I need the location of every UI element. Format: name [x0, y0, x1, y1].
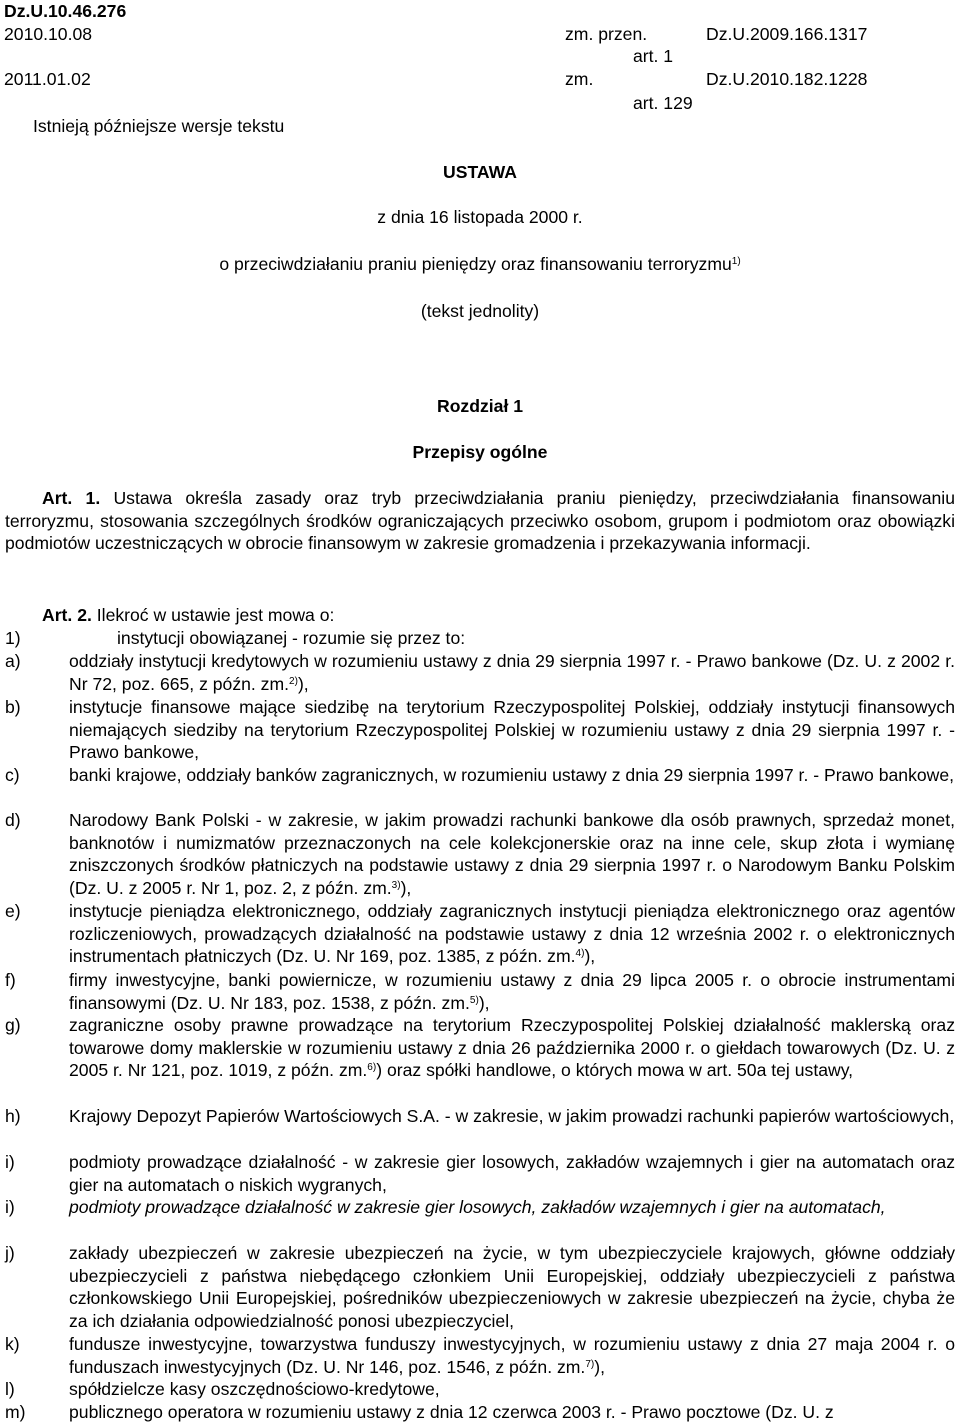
- footnote-ref[interactable]: 4): [575, 948, 585, 960]
- point-1-label: 1): [5, 628, 21, 648]
- history-change-type: zm.: [565, 69, 594, 89]
- list-item-label: i): [5, 1197, 15, 1217]
- list-item-label: m): [5, 1402, 26, 1422]
- act-title: USTAWA: [443, 162, 517, 182]
- list-item: [5, 650, 955, 695]
- list-item-text: zakłady ubezpieczeń w zakresie ubezpieczeń na życie, w tym ubezpieczyciele krajowych, główne oddziały ubezpieczycieli z państwa niebędącego członkiem Unii Europejskiej, oddziały ubezpieczycieli z państwa członkowskiego Unii Europejskiej, pośredników ubezpieczeniowych w zakresie ubezpieczeń na życie, chyba że za ich działania odpowiedzialność ponosi ubezpieczyciel,: [69, 1243, 955, 1331]
- list-item-label: j): [5, 1243, 15, 1263]
- list-item-label: l): [5, 1379, 15, 1399]
- list-item-text: zagraniczne osoby prawne prowadzące na terytorium Rzeczypospolitej Polskiej działalność maklerską oraz towarowe domy maklerskie w rozumieniu ustawy z dnia 26 października 2000 r. o giełdach towarowych (Dz. U. z 2005 r. Nr 121, poz. 1019, z późn. zm.: [69, 1015, 955, 1081]
- article-2-intro: Ilekroć w ustawie jest mowa o:: [96, 605, 335, 625]
- list-item: [5, 1105, 955, 1128]
- chapter-number: Rozdział 1: [436, 396, 524, 416]
- list-item-text: instytucje finansowe mające siedzibę na terytorium Rzeczypospolitej Polskiej, oddziały instytucji finansowych niemających siedziby na terytorium Rzeczypospolitej Polskiej w rozumieniu ustawy z dnia 29 sierpnia 1997 r. - Prawo bankowe,: [69, 697, 955, 763]
- list-item-label: b): [5, 697, 21, 717]
- list-item-text: oddziały instytucji kredytowych w rozumieniu ustawy z dnia 29 sierpnia 1997 r. - Prawo bankowe (Dz. U. z 2002 r. Nr 72, poz. 665, z późn. zm.: [69, 651, 955, 694]
- list-item-tail: ),: [478, 992, 490, 1013]
- list-item-label: h): [5, 1106, 21, 1126]
- list-item: [5, 1401, 955, 1424]
- footnote-ref[interactable]: 5): [469, 994, 479, 1006]
- history-date: 2010.10.08: [4, 24, 93, 44]
- list-item-text: podmioty prowadzące działalność w zakresie gier losowych, zakładów wzajemnych i gier na automatach,: [69, 1197, 886, 1217]
- list-item-text: banki krajowe, oddziały banków zagranicznych, w rozumieniu ustawy z dnia 29 sierpnia 1997 r. - Prawo bankowe,: [69, 765, 955, 785]
- footnote-ref[interactable]: 1): [731, 256, 741, 267]
- list-item-label: d): [5, 810, 21, 830]
- list-item-text: Krajowy Depozyt Papierów Wartościowych S.A. - w zakresie, w jakim prowadzi rachunki papierów wartościowych,: [69, 1106, 955, 1126]
- footnote-ref[interactable]: 7): [585, 1358, 595, 1370]
- list-item: [5, 1378, 955, 1401]
- consolidated-note: (tekst jednolity): [420, 301, 540, 321]
- later-versions-link[interactable]: Istnieją późniejsze wersje tekstu: [33, 116, 285, 136]
- history-article: art. 1: [633, 46, 674, 66]
- article-1-label: Art. 1.: [42, 488, 101, 508]
- list-item-label: e): [5, 901, 21, 921]
- list-item-text: podmioty prowadzące działalność - w zakresie gier losowych, zakładów wzajemnych i gier na automatach oraz gier na automatach o niskich wygranych,: [69, 1152, 955, 1195]
- footnote-ref[interactable]: 6): [367, 1062, 377, 1074]
- list-item: [5, 764, 955, 787]
- list-item-label: k): [5, 1334, 20, 1354]
- article-2-label: Art. 2.: [42, 605, 92, 625]
- list-item-tail: ),: [584, 946, 596, 967]
- history-article: art. 129: [633, 93, 693, 113]
- chapter-name: Przepisy ogólne: [412, 442, 548, 462]
- list-item-tail: ),: [400, 877, 412, 898]
- list-item: [5, 809, 955, 899]
- act-date: z dnia 16 listopada 2000 r.: [377, 207, 583, 227]
- history-date: 2011.01.02: [4, 69, 91, 89]
- document-id: Dz.U.10.46.276: [4, 1, 127, 21]
- list-item: [5, 1333, 955, 1378]
- footnote-ref[interactable]: 3): [391, 879, 401, 891]
- article-2-heading: [42, 604, 334, 627]
- list-item: [5, 1014, 955, 1082]
- list-item: [5, 1196, 955, 1219]
- list-item-label: g): [5, 1015, 21, 1035]
- list-item-label: f): [5, 970, 16, 990]
- history-reference-link[interactable]: Dz.U.2009.166.1317: [706, 24, 868, 44]
- list-item: [5, 900, 955, 968]
- list-item: [5, 1242, 955, 1332]
- act-subject: [0, 253, 960, 276]
- history-reference-link[interactable]: Dz.U.2010.182.1228: [706, 69, 868, 89]
- list-item-label: i): [5, 1152, 15, 1172]
- act-subject-text: o przeciwdziałaniu praniu pieniędzy oraz finansowaniu terroryzmu: [219, 254, 732, 274]
- list-item-text: firmy inwestycyjne, banki powiernicze, w rozumieniu ustawy z dnia 29 lipca 2005 r. o obrocie instrumentami finansowymi (Dz. U. Nr 183, poz. 1538, z późn. zm.: [69, 970, 955, 1013]
- list-item-text: instytucje pieniądza elektronicznego, oddziały zagranicznych instytucji pieniądza elektronicznego oraz agentów rozliczeniowych, prowadzących działalność na podstawie ustawy z dnia 12 września 2002 r. o elektronicznych instrumentach płatniczych (Dz. U. Nr 169, poz. 1385, z późn. zm.: [69, 901, 955, 967]
- history-change-type: zm. przen.: [565, 24, 648, 44]
- point-1-text: instytucji obowiązanej - rozumie się przez to:: [117, 628, 466, 648]
- list-item-tail: ),: [297, 673, 309, 694]
- list-item: [5, 1151, 955, 1196]
- article-1: [5, 487, 955, 555]
- article-1-text: Ustawa określa zasady oraz tryb przeciwdziałania praniu pieniędzy, przeciwdziałania finansowaniu terroryzmu, stosowania szczególnych środków ograniczających przeciwko osobom, grupom i podmiotom oraz obowiązki podmiotów uczestniczących w obrocie finansowym w zakresie gromadzenia i przekazywania informacji.: [5, 488, 955, 554]
- list-item-text: spółdzielcze kasy oszczędnościowo-kredytowe,: [69, 1379, 440, 1399]
- list-item-label: c): [5, 765, 20, 785]
- list-item-tail: ),: [594, 1356, 605, 1377]
- list-item: [5, 696, 955, 764]
- list-item-label: a): [5, 651, 21, 671]
- list-item: [5, 969, 955, 1014]
- list-item-text: Narodowy Bank Polski - w zakresie, w jakim prowadzi rachunki bankowe dla osób prawnych, sprzedaż monet, banknotów i numizmatów przeznaczonych na cele kolekcjonerskie oraz na inne cele, skup złota i wymianę zniszczonych środków płatniczych na podstawie ustawy z dnia 29 sierpnia 1997 r. o Narodowym Banku Polskim (Dz. U. z 2005 r. Nr 1, poz. 2, z późn. zm.: [69, 810, 955, 898]
- footnote-ref[interactable]: 2): [289, 675, 298, 687]
- list-item-text: fundusze inwestycyjne, towarzystwa funduszy inwestycyjnych, w rozumieniu ustawy z dnia 27 maja 2004 r. o funduszach inwestycyjnych (Dz. U. Nr 146, poz. 1546, z późn. zm.: [69, 1334, 955, 1377]
- list-item-text: publicznego operatora w rozumieniu ustawy z dnia 12 czerwca 2003 r. - Prawo pocztowe (Dz. U. z: [69, 1402, 834, 1422]
- list-item-tail: ) oraz spółki handlowe, o których mowa w art. 50a tej ustawy,: [376, 1060, 854, 1081]
